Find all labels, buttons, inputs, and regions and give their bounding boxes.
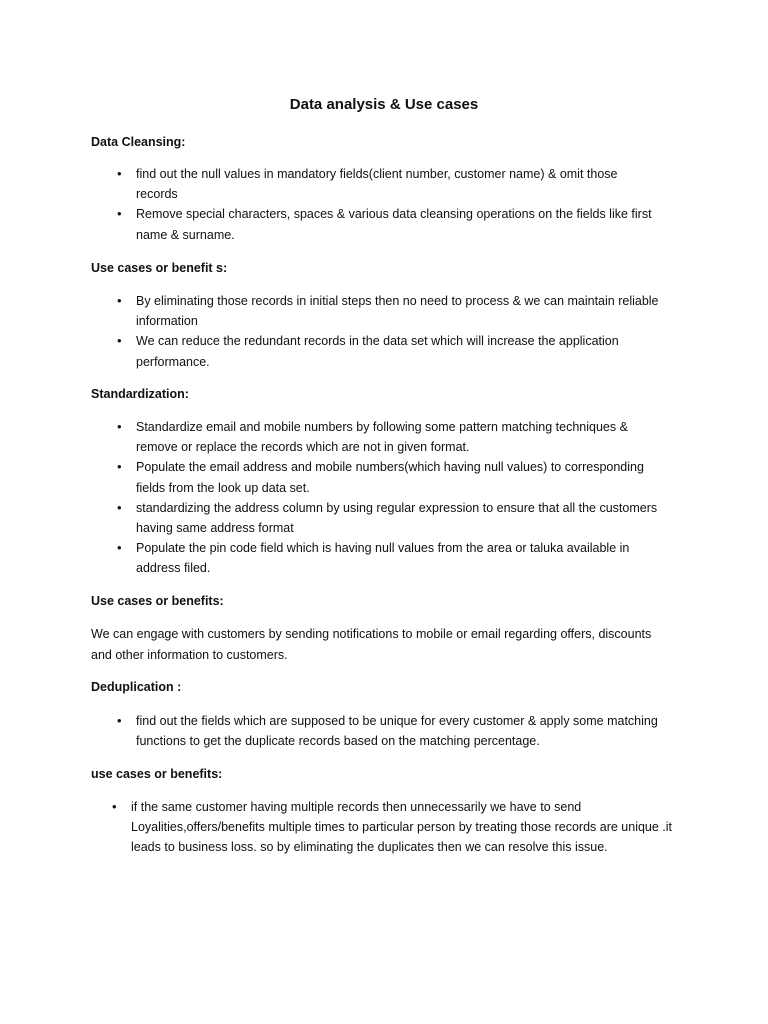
paragraph-use-cases-2: We can engage with customers by sending notifications to mobile or email regarding offers, discounts and other information to customers. — [91, 627, 652, 662]
list-item: • We can reduce the redundant records in the data set which will increase the application performance. — [117, 331, 677, 371]
bullet-list-use-cases-1 — [117, 291, 677, 372]
section-heading-deduplication: Deduplication : — [91, 680, 182, 694]
list-item: • Standardize email and mobile numbers by following some pattern matching techniques & remove or replace the records which are not in given format. — [117, 417, 672, 457]
bullet-list-standardization — [117, 417, 672, 579]
list-item: • Remove special characters, spaces & various data cleansing operations on the fields like first name & surname. — [117, 204, 652, 244]
section-heading-use-cases-3: use cases or benefits: — [91, 767, 223, 781]
section-heading-data-cleansing: Data Cleansing: — [91, 135, 186, 149]
bullet-list-use-cases-3 — [112, 797, 687, 858]
bullet-list-data-cleansing — [117, 164, 652, 245]
list-item: • standardizing the address column by using regular expression to ensure that all the customers having same address format — [117, 498, 672, 538]
section-heading-standardization: Standardization: — [91, 387, 189, 401]
list-item: • find out the fields which are supposed to be unique for every customer & apply some matching functions to get the duplicate records based on the matching percentage. — [117, 711, 677, 751]
bullet-list-deduplication — [117, 711, 677, 751]
section-heading-use-cases-2: Use cases or benefits: — [91, 594, 224, 608]
list-item: • By eliminating those records in initial steps then no need to process & we can maintain reliable information — [117, 291, 677, 331]
document-title: Data analysis & Use cases — [289, 96, 479, 113]
list-item: • if the same customer having multiple records then unnecessarily we have to send Loyalities,offers/benefits multiple times to particular person by treating those records are unique .it leads to business loss. so by eliminating the duplicates then we can resolve this issue. — [112, 797, 687, 858]
list-item: • Populate the pin code field which is having null values from the area or taluka available in address filed. — [117, 538, 672, 578]
list-item: • find out the null values in mandatory fields(client number, customer name) & omit those records — [117, 164, 652, 204]
section-heading-use-cases-1: Use cases or benefit s: — [91, 261, 228, 275]
list-item: • Populate the email address and mobile numbers(which having null values) to corresponding fields from the look up data set. — [117, 457, 672, 497]
